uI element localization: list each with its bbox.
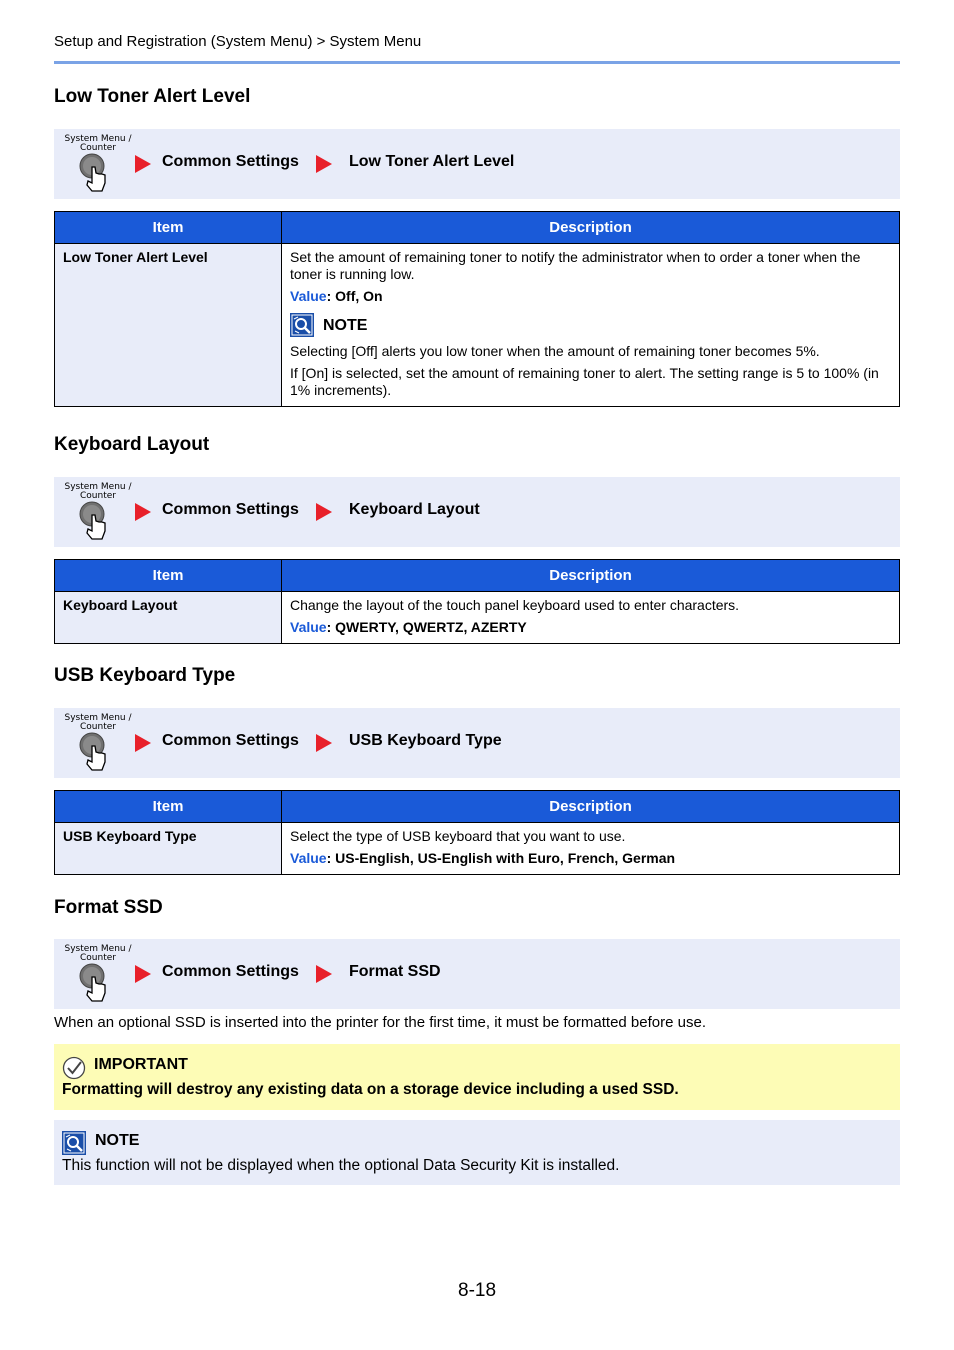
description-text: Set the amount of remaining toner to notify the administrator when to order a toner when the toner is running low.: [290, 249, 861, 282]
column-header-description: Description: [282, 560, 900, 592]
note-heading: [290, 313, 891, 337]
checkmark-icon: [62, 1056, 86, 1080]
value-label: Value: [290, 850, 327, 866]
nav-arrow-icon: [316, 503, 332, 521]
value-label: Value: [290, 619, 327, 635]
page-number: 8-18: [458, 1280, 497, 1301]
value-options: : Off, On: [326, 288, 383, 304]
nav-target: Low Toner Alert Level: [349, 153, 515, 170]
nav-common-settings: Common Settings: [162, 732, 299, 749]
description-text: Select the type of USB keyboard that you want to use.: [290, 828, 626, 844]
system-menu-key-label: System Menu / Counter: [64, 944, 132, 963]
nav-arrow-icon: [316, 155, 332, 173]
system-menu-key-icon: [78, 501, 110, 543]
page-breadcrumb: Setup and Registration (System Menu) > System Menu: [54, 33, 422, 50]
nav-path-low-toner: [54, 129, 900, 199]
nav-arrow-icon: [316, 734, 332, 752]
system-menu-key-icon: [78, 153, 110, 195]
note-text: If [On] is selected, set the amount of remaining toner to alert. The setting range is 5 to 100% (in 1% increments).: [290, 365, 879, 398]
settings-table-usb-keyboard: [54, 790, 900, 875]
nav-common-settings: Common Settings: [162, 153, 299, 170]
system-menu-key-icon: [78, 963, 110, 1005]
value-line: [290, 619, 891, 636]
section-title-usb-keyboard: USB Keyboard Type: [54, 665, 236, 686]
column-header-item: Item: [55, 560, 282, 592]
important-text: Formatting will destroy any existing data on a storage device including a used SSD.: [62, 1081, 679, 1098]
note-text: This function will not be displayed when the optional Data Security Kit is installed.: [62, 1157, 620, 1174]
section-title-low-toner: Low Toner Alert Level: [54, 86, 251, 107]
row-item-name: Low Toner Alert Level: [55, 244, 282, 407]
nav-path-format-ssd: [54, 939, 900, 1009]
header-divider: [54, 61, 900, 64]
settings-table-keyboard-layout: [54, 559, 900, 644]
note-icon: [290, 313, 314, 337]
system-menu-key-label: System Menu / Counter: [64, 134, 132, 153]
system-menu-key-label: System Menu / Counter: [64, 713, 132, 732]
row-description: [282, 592, 900, 644]
nav-target: Format SSD: [349, 963, 441, 980]
nav-path-usb-keyboard: [54, 708, 900, 778]
nav-target: Keyboard Layout: [349, 501, 480, 518]
value-options: : QWERTY, QWERTZ, AZERTY: [326, 619, 527, 635]
section-title-format-ssd: Format SSD: [54, 897, 163, 918]
system-menu-key-icon: [78, 732, 110, 774]
nav-common-settings: Common Settings: [162, 963, 299, 980]
nav-arrow-icon: [135, 155, 151, 173]
description-text: Change the layout of the touch panel keyboard used to enter characters.: [290, 597, 740, 613]
value-label: Value: [290, 288, 327, 304]
nav-arrow-icon: [135, 503, 151, 521]
settings-table-low-toner: [54, 211, 900, 407]
column-header-item: Item: [55, 212, 282, 244]
row-description: [282, 244, 900, 407]
note-callout: [54, 1120, 900, 1185]
system-menu-key-label: System Menu / Counter: [64, 482, 132, 501]
nav-path-keyboard-layout: [54, 477, 900, 547]
note-title: NOTE: [323, 316, 368, 334]
row-item-name: Keyboard Layout: [55, 592, 282, 644]
value-options: : US-English, US-English with Euro, French, German: [326, 850, 676, 866]
nav-common-settings: Common Settings: [162, 501, 299, 518]
column-header-description: Description: [282, 791, 900, 823]
table-row: [55, 244, 900, 407]
nav-arrow-icon: [316, 965, 332, 983]
note-title: NOTE: [95, 1132, 140, 1149]
value-line: [290, 288, 891, 305]
column-header-description: Description: [282, 212, 900, 244]
important-callout: [54, 1044, 900, 1110]
row-item-name: USB Keyboard Type: [55, 823, 282, 875]
row-description: [282, 823, 900, 875]
table-row: [55, 823, 900, 875]
nav-arrow-icon: [135, 965, 151, 983]
nav-target: USB Keyboard Type: [349, 732, 502, 749]
column-header-item: Item: [55, 791, 282, 823]
value-line: [290, 850, 891, 867]
note-icon: [62, 1131, 86, 1155]
table-row: [55, 592, 900, 644]
note-text: Selecting [Off] alerts you low toner when the amount of remaining toner becomes 5%.: [290, 343, 820, 359]
important-title: IMPORTANT: [94, 1056, 188, 1073]
section-title-keyboard-layout: Keyboard Layout: [54, 434, 210, 455]
nav-arrow-icon: [135, 734, 151, 752]
format-ssd-description: When an optional SSD is inserted into the printer for the first time, it must be formatted before use.: [54, 1014, 706, 1031]
